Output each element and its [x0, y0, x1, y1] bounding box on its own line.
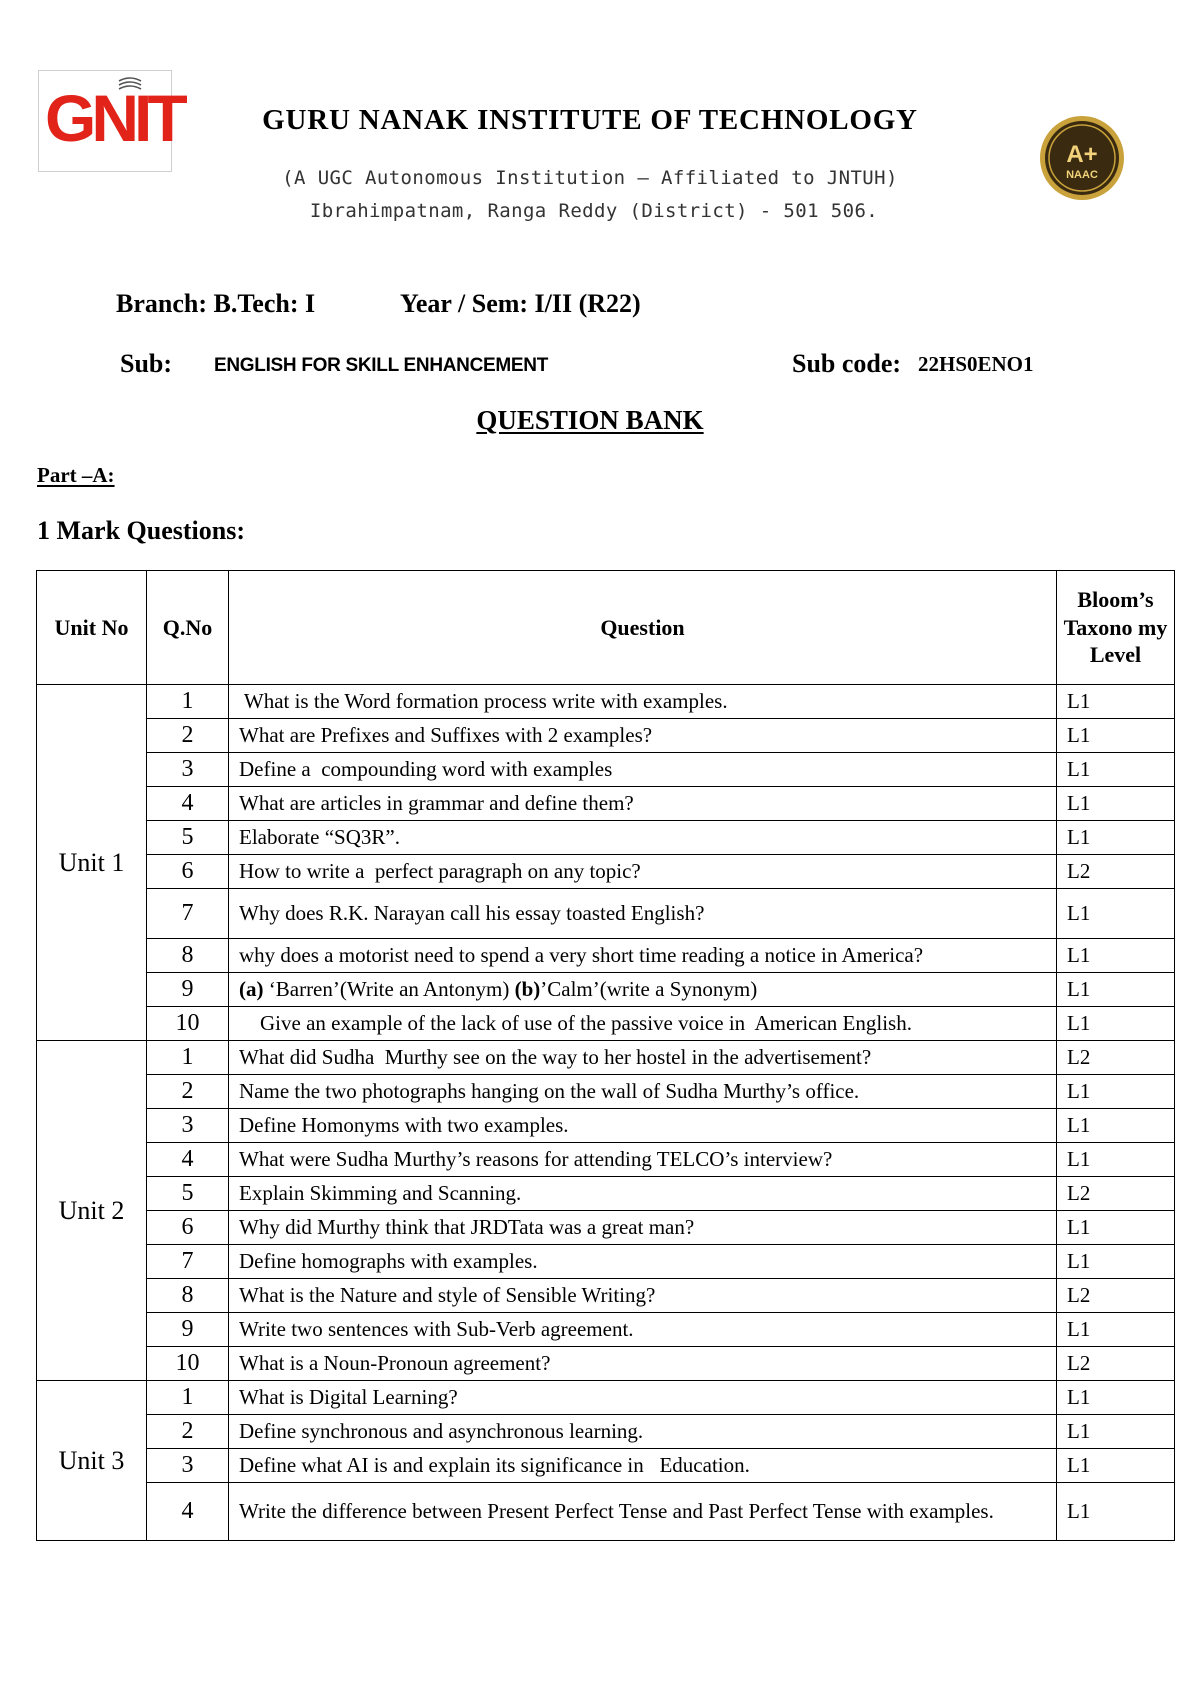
table-row — [37, 1279, 1175, 1313]
question-text: Why does R.K. Narayan call his essay toasted English? — [229, 889, 1057, 939]
bloom-level: L1 — [1057, 1415, 1175, 1449]
table-row — [37, 787, 1175, 821]
naac-badge-icon — [1038, 114, 1126, 202]
subject-code: 22HS0ENO1 — [918, 352, 1034, 376]
institute-address: Ibrahimpatnam, Ranga Reddy (District) - 501 506. — [309, 200, 879, 222]
question-number: 7 — [147, 889, 229, 939]
bloom-level: L1 — [1057, 1381, 1175, 1415]
question-text: What are articles in grammar and define them? — [229, 787, 1057, 821]
question-text: why does a motorist need to spend a very short time reading a notice in America? — [229, 939, 1057, 973]
header-blooms-level: Bloom’s Taxono my Level — [1057, 571, 1175, 685]
year-sem-info: Year / Sem: I/II (R22) — [400, 289, 641, 318]
subject-name: ENGLISH FOR SKILL ENHANCEMENT — [214, 355, 549, 376]
bloom-level: L1 — [1057, 1075, 1175, 1109]
question-number: 1 — [147, 685, 229, 719]
question-text: Write the difference between Present Perfect Tense and Past Perfect Tense with examples. — [229, 1483, 1057, 1541]
bloom-level: L1 — [1057, 685, 1175, 719]
bloom-level: L2 — [1057, 1279, 1175, 1313]
question-number: 4 — [147, 1143, 229, 1177]
part-b-text: ’Calm’(write a Synonym) — [540, 977, 758, 1002]
question-number: 2 — [147, 1415, 229, 1449]
bloom-level: L1 — [1057, 1007, 1175, 1041]
institute-affiliation: (A UGC Autonomous Institution – Affiliated to JNTUH) — [282, 167, 898, 189]
question-number: 7 — [147, 1245, 229, 1279]
table-header-row — [37, 571, 1175, 685]
question-number: 5 — [147, 821, 229, 855]
table-row — [37, 821, 1175, 855]
table-row — [37, 1347, 1175, 1381]
bloom-level: L1 — [1057, 719, 1175, 753]
question-number: 9 — [147, 1313, 229, 1347]
bloom-level: L2 — [1057, 1041, 1175, 1075]
table-row — [37, 1007, 1175, 1041]
table-row — [37, 1415, 1175, 1449]
table-row — [37, 1381, 1175, 1415]
bloom-level: L1 — [1057, 753, 1175, 787]
branch-info: Branch: B.Tech: I — [116, 289, 316, 318]
bloom-level: L1 — [1057, 1109, 1175, 1143]
question-text: Define what AI is and explain its significance in Education. — [229, 1449, 1057, 1483]
bloom-level: L2 — [1057, 1177, 1175, 1211]
bloom-level: L1 — [1057, 1211, 1175, 1245]
question-number: 3 — [147, 753, 229, 787]
question-number: 9 — [147, 973, 229, 1007]
section-heading: 1 Mark Questions: — [37, 516, 245, 545]
table-row — [37, 1143, 1175, 1177]
question-text: Name the two photographs hanging on the wall of Sudha Murthy’s office. — [229, 1075, 1057, 1109]
table-row — [37, 1449, 1175, 1483]
table-row — [37, 889, 1175, 939]
question-text: Elaborate “SQ3R”. — [229, 821, 1057, 855]
question-number: 8 — [147, 1279, 229, 1313]
question-text: Explain Skimming and Scanning. — [229, 1177, 1057, 1211]
question-number: 10 — [147, 1007, 229, 1041]
question-text — [229, 973, 1057, 1007]
institute-name: GURU NANAK INSTITUTE OF TECHNOLOGY — [262, 104, 918, 136]
question-number: 2 — [147, 719, 229, 753]
question-text: What did Sudha Murthy see on the way to her hostel in the advertisement? — [229, 1041, 1057, 1075]
table-row — [37, 939, 1175, 973]
question-text: What are Prefixes and Suffixes with 2 examples? — [229, 719, 1057, 753]
question-number: 4 — [147, 1483, 229, 1541]
header-unit-no: Unit No — [37, 571, 147, 685]
question-number: 10 — [147, 1347, 229, 1381]
bloom-level: L2 — [1057, 855, 1175, 889]
bloom-level: L1 — [1057, 1143, 1175, 1177]
table-row — [37, 1211, 1175, 1245]
question-text: What is Digital Learning? — [229, 1381, 1057, 1415]
question-text: What is a Noun-Pronoun agreement? — [229, 1347, 1057, 1381]
table-row — [37, 1041, 1175, 1075]
table-row — [37, 1075, 1175, 1109]
part-heading: Part –A: — [37, 463, 115, 487]
table-row — [37, 685, 1175, 719]
bloom-level: L2 — [1057, 1347, 1175, 1381]
bloom-level: L1 — [1057, 1449, 1175, 1483]
part-b-label: (b) — [514, 977, 541, 1002]
table-row — [37, 1245, 1175, 1279]
bloom-level: L1 — [1057, 1245, 1175, 1279]
table-row — [37, 1313, 1175, 1347]
logo-text: GNIT — [45, 81, 183, 155]
question-number: 3 — [147, 1109, 229, 1143]
table-row — [37, 1109, 1175, 1143]
unit-label: Unit 3 — [37, 1381, 147, 1541]
document-title: QUESTION BANK — [476, 405, 704, 435]
unit-label: Unit 1 — [37, 685, 147, 1041]
question-number: 2 — [147, 1075, 229, 1109]
bloom-level: L1 — [1057, 1483, 1175, 1541]
question-text: What were Sudha Murthy’s reasons for attending TELCO’s interview? — [229, 1143, 1057, 1177]
table-row — [37, 719, 1175, 753]
question-table — [36, 570, 1175, 1541]
question-number: 3 — [147, 1449, 229, 1483]
question-number: 5 — [147, 1177, 229, 1211]
table-row — [37, 1177, 1175, 1211]
header-question: Question — [229, 571, 1057, 685]
subject-code-label: Sub code: — [792, 349, 902, 378]
unit-label: Unit 2 — [37, 1041, 147, 1381]
table-row — [37, 753, 1175, 787]
question-text: Define synchronous and asynchronous learning. — [229, 1415, 1057, 1449]
question-number: 4 — [147, 787, 229, 821]
question-text: How to write a perfect paragraph on any topic? — [229, 855, 1057, 889]
part-a-text: ‘Barren’(Write an Antonym) — [263, 977, 515, 1002]
header-qno: Q.No — [147, 571, 229, 685]
table-row — [37, 973, 1175, 1007]
bloom-level: L1 — [1057, 973, 1175, 1007]
bloom-level: L1 — [1057, 939, 1175, 973]
question-text: Why did Murthy think that JRDTata was a great man? — [229, 1211, 1057, 1245]
question-number: 6 — [147, 1211, 229, 1245]
question-text: Write two sentences with Sub-Verb agreement. — [229, 1313, 1057, 1347]
question-number: 8 — [147, 939, 229, 973]
part-a-label: (a) — [239, 977, 264, 1002]
question-number: 1 — [147, 1041, 229, 1075]
question-number: 1 — [147, 1381, 229, 1415]
question-text: Define Homonyms with two examples. — [229, 1109, 1057, 1143]
subject-label: Sub: — [120, 349, 173, 378]
question-text: What is the Nature and style of Sensible Writing? — [229, 1279, 1057, 1313]
badge-grade: A+ — [1066, 141, 1098, 168]
table-row — [37, 855, 1175, 889]
bloom-level: L1 — [1057, 821, 1175, 855]
bloom-level: L1 — [1057, 1313, 1175, 1347]
table-row — [37, 1483, 1175, 1541]
question-text: Define a compounding word with examples — [229, 753, 1057, 787]
badge-label: NAAC — [1066, 169, 1098, 181]
bloom-level: L1 — [1057, 787, 1175, 821]
question-text: Define homographs with examples. — [229, 1245, 1057, 1279]
question-text: Give an example of the lack of use of the passive voice in American English. — [229, 1007, 1057, 1041]
question-text: What is the Word formation process write with examples. — [229, 685, 1057, 719]
bloom-level: L1 — [1057, 889, 1175, 939]
question-number: 6 — [147, 855, 229, 889]
